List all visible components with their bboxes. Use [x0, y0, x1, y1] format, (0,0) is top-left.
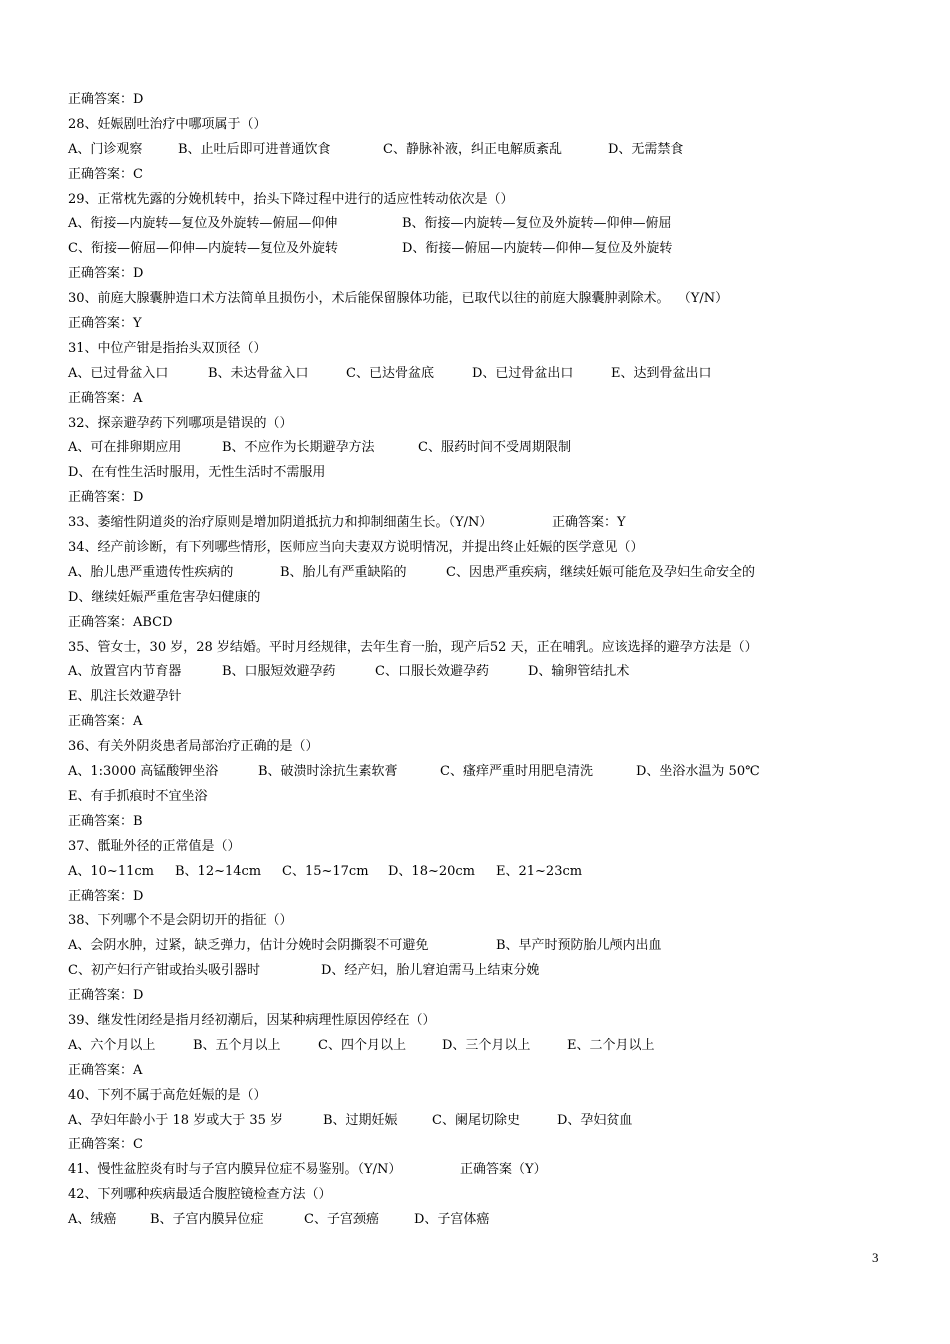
line-text: 正确答案：D [68, 490, 144, 506]
option-text: B、早产时预防胎儿颅内出血 [496, 938, 662, 954]
option-text: E、21~23cm [496, 863, 583, 879]
line-text: A、放置宫内节育器 [68, 664, 182, 680]
line-text: 正确答案：A [68, 390, 143, 406]
text-line [68, 735, 868, 760]
option-text: B、不应作为长期避孕方法 [222, 440, 375, 456]
option-text: D、输卵管结扎术 [528, 664, 630, 680]
option-text: B、五个月以上 [193, 1037, 281, 1053]
text-line [68, 685, 868, 710]
text-line [68, 138, 868, 163]
text-line [68, 237, 868, 262]
text-line [68, 511, 868, 536]
line-text: D、继续妊娠严重危害孕妇健康的 [68, 589, 261, 605]
line-text: A、10~11cm [68, 863, 154, 879]
option-text: B、过期妊娠 [323, 1112, 398, 1128]
text-line [68, 835, 868, 860]
text-line [68, 586, 868, 611]
line-text: 正确答案：D [68, 988, 144, 1004]
line-text: A、1:3000 高锰酸钾坐浴 [68, 764, 219, 780]
line-text: A、绒癌 [68, 1212, 117, 1228]
line-text: A、可在排卵期应用 [68, 440, 182, 456]
line-text: A、已过骨盆入口 [68, 365, 169, 381]
text-line [68, 611, 868, 636]
line-text: 正确答案：C [68, 166, 143, 182]
line-text: 42、下列哪种疾病最适合腹腔镜检查方法（） [68, 1187, 332, 1203]
line-text: 正确答案：A [68, 1062, 143, 1078]
text-line [68, 1109, 868, 1134]
line-text: 28、妊娠剧吐治疗中哪项属于（） [68, 116, 267, 132]
option-text: C、瘙痒严重时用肥皂清洗 [440, 764, 593, 780]
line-text: 32、探亲避孕药下列哪项是错误的（） [68, 415, 293, 431]
text-line [68, 785, 868, 810]
line-text: A、六个月以上 [68, 1037, 156, 1053]
text-line [68, 486, 868, 511]
option-text: B、口服短效避孕药 [222, 664, 336, 680]
line-text: E、有手抓痕时不宜坐浴 [68, 788, 208, 804]
option-text: B、衔接—内旋转—复位及外旋转—仰伸—俯屈 [402, 216, 672, 232]
text-line [68, 561, 868, 586]
text-line [68, 810, 868, 835]
text-line [68, 362, 868, 387]
line-text: 29、正常枕先露的分娩机转中，抬头下降过程中进行的适应性转动依次是（） [68, 191, 514, 207]
option-text: D、经产妇，胎儿窘迫需马上结束分娩 [321, 963, 540, 979]
text-line [68, 387, 868, 412]
line-text: 30、前庭大腺囊肿造口术方法简单且损伤小，术后能保留腺体功能，已取代以往的前庭大腺囊肿剥除术。 （Y/N） [68, 291, 729, 307]
option-text: D、孕妇贫血 [557, 1112, 633, 1128]
line-text: 正确答案：D [68, 888, 144, 904]
text-line [68, 1009, 868, 1034]
line-text: 39、继发性闭经是指月经初潮后，因某种病理性原因停经在（） [68, 1012, 436, 1028]
text-line [68, 760, 868, 785]
text-line [68, 212, 868, 237]
line-text: D、在有性生活时服用，无性生活时不需服用 [68, 465, 326, 481]
option-text: D、已过骨盆出口 [472, 365, 574, 381]
line-text: 37、骶耻外径的正常值是（） [68, 838, 241, 854]
option-text: B、破溃时涂抗生素软膏 [258, 764, 398, 780]
line-text: 36、有关外阴炎患者局部治疗正确的是（） [68, 739, 319, 755]
text-line [68, 885, 868, 910]
text-line [68, 1158, 868, 1183]
text-line [68, 860, 868, 885]
line-text: 正确答案：A [68, 714, 143, 730]
text-line [68, 163, 868, 188]
option-text: E、达到骨盆出口 [611, 365, 712, 381]
text-line [68, 412, 868, 437]
text-line [68, 262, 868, 287]
text-line [68, 312, 868, 337]
line-text: 41、慢性盆腔炎有时与子宫内膜异位症不易鉴别。（Y/N） [68, 1162, 402, 1178]
text-line [68, 934, 868, 959]
line-text: 33、萎缩性阴道炎的治疗原则是增加阴道抵抗力和抑制细菌生长。（Y/N） [68, 515, 493, 531]
option-text: C、15~17cm [282, 863, 369, 879]
line-text: 正确答案：B [68, 813, 143, 829]
text-line [68, 188, 868, 213]
text-line [68, 88, 868, 113]
text-line [68, 287, 868, 312]
text-line [68, 1183, 868, 1208]
text-line [68, 959, 868, 984]
option-text: B、12~14cm [175, 863, 262, 879]
option-text: D、衔接—俯屈—内旋转—仰伸—复位及外旋转 [402, 241, 673, 257]
option-text: B、未达骨盆入口 [208, 365, 309, 381]
line-text: 正确答案：D [68, 92, 144, 107]
option-text: D、无需禁食 [608, 141, 684, 157]
option-text: D、三个月以上 [442, 1037, 531, 1053]
option-text: B、胎儿有严重缺陷的 [280, 564, 407, 580]
page-number: 3 [872, 1250, 879, 1265]
line-text: 38、下列哪个不是会阴切开的指征（） [68, 913, 293, 929]
option-text: C、静脉补液，纠正电解质紊乱 [383, 141, 562, 157]
line-text: 35、管女士，30 岁，28 岁结婚。平时月经规律，去年生育一胎，现产后52 天，正在哺乳。应该选择的避孕方法是（） [68, 639, 758, 655]
text-line [68, 461, 868, 486]
line-text: A、胎儿患严重遗传性疾病的 [68, 564, 234, 580]
option-text: 正确答案（Y） [460, 1162, 547, 1178]
option-text: B、止吐后即可进普通饮食 [178, 141, 331, 157]
line-text: 正确答案：ABCD [68, 614, 173, 630]
text-line [68, 113, 868, 138]
option-text: D、18~20cm [388, 863, 476, 879]
text-line [68, 536, 868, 561]
option-text: C、四个月以上 [318, 1037, 406, 1053]
line-text: 34、经产前诊断，有下列哪些情形，医师应当向夫妻双方说明情况，并提出终止妊娠的医学意见（） [68, 540, 644, 556]
text-line [68, 1084, 868, 1109]
option-text: C、已达骨盆底 [346, 365, 434, 381]
line-text: 40、下列不属于高危妊娠的是（） [68, 1087, 267, 1103]
text-line [68, 1034, 868, 1059]
line-text: A、孕妇年龄小于 18 岁或大于 35 岁 [68, 1112, 284, 1128]
line-text: A、衔接—内旋转—复位及外旋转—俯屈—仰伸 [68, 216, 338, 232]
text-line [68, 436, 868, 461]
line-text: E、肌注长效避孕针 [68, 689, 182, 705]
option-text: C、阑尾切除史 [432, 1112, 520, 1128]
option-text: 正确答案：Y [552, 515, 626, 531]
text-line [68, 984, 868, 1009]
text-line [68, 660, 868, 685]
option-text: C、口服长效避孕药 [375, 664, 489, 680]
option-text: B、子宫内膜异位症 [150, 1212, 264, 1228]
line-text: A、会阴水肿，过紧，缺乏弹力，估计分娩时会阴撕裂不可避免 [68, 938, 429, 954]
option-text: D、子宫体癌 [414, 1212, 490, 1228]
question-list [68, 88, 868, 1233]
text-line [68, 1208, 868, 1233]
option-text: D、坐浴水温为 50℃ [636, 764, 760, 780]
option-text: C、因患严重疾病，继续妊娠可能危及孕妇生命安全的 [446, 564, 755, 580]
text-line [68, 337, 868, 362]
option-text: C、服药时间不受周期限制 [418, 440, 571, 456]
text-line [68, 1059, 868, 1084]
line-text: 31、中位产钳是指抬头双顶径（） [68, 340, 267, 356]
line-text: C、衔接—俯屈—仰伸—内旋转—复位及外旋转 [68, 241, 338, 257]
option-text: E、二个月以上 [567, 1037, 655, 1053]
text-line [68, 636, 868, 661]
line-text: 正确答案：Y [68, 316, 142, 332]
line-text: 正确答案：D [68, 266, 144, 282]
option-text: C、子宫颈癌 [304, 1212, 379, 1228]
text-line [68, 710, 868, 735]
text-line [68, 909, 868, 934]
text-line [68, 1133, 868, 1158]
line-text: A、门诊观察 [68, 141, 143, 157]
line-text: 正确答案：C [68, 1137, 143, 1153]
line-text: C、初产妇行产钳或抬头吸引器时 [68, 963, 260, 979]
